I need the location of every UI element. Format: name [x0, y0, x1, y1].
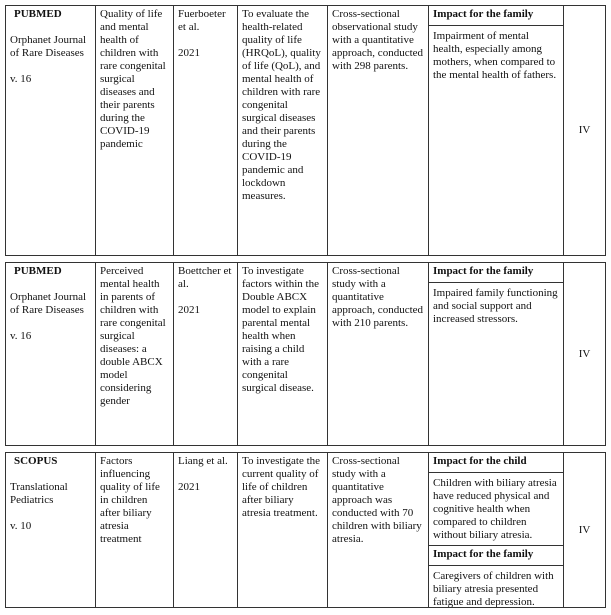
study-row-3: [5, 452, 606, 608]
title-cell: [96, 453, 174, 607]
impact-text: Children with biliary atresia have reduced physical and cognitive health when compared to children without biliary atresia.: [429, 473, 563, 546]
database-name: SCOPUS: [14, 455, 58, 467]
source-cell: [6, 263, 96, 445]
study-title: Perceived mental health in parents of children with rare congenital surgical diseases: a double ABCX model considering gender: [100, 265, 166, 407]
source-cell: [6, 453, 96, 607]
method-cell: [328, 6, 429, 255]
evidence-level: IV: [578, 347, 591, 360]
study-title: Factors influencing quality of life in children after biliary atresia treatment: [100, 455, 160, 545]
method-cell: [328, 453, 429, 607]
study-method: Cross-sectional observational study with a quantitative approach, conducted with 298 parents.: [332, 8, 424, 72]
impact-cell: [429, 6, 564, 255]
impact-heading: Impact for the child: [429, 453, 563, 473]
study-year: 2021: [178, 481, 200, 493]
evidence-level-cell: [564, 453, 605, 607]
impact-text: Impaired family functioning and social support and increased stressors.: [433, 287, 558, 325]
study-method: Cross-sectional study with a quantitative approach, conducted with 210 parents.: [332, 265, 424, 329]
evidence-level-cell: [564, 263, 605, 445]
objective-cell: [238, 263, 328, 445]
study-authors: Fuerboeter et al.: [178, 8, 226, 33]
journal-name: Orphanet Journal of Rare Diseases: [10, 291, 87, 316]
impact-text: Caregivers of children with biliary atresia presented fatigue and depression.: [433, 570, 554, 607]
study-authors: Boettcher et al.: [178, 265, 232, 290]
study-authors: Liang et al.: [178, 455, 228, 467]
study-method: Cross-sectional study with a quantitative approach was conducted with 70 children with biliary atresia.: [332, 455, 422, 545]
study-year: 2021: [178, 47, 200, 59]
evidence-level: IV: [578, 523, 591, 536]
title-cell: [96, 6, 174, 255]
study-row-1: [5, 5, 606, 256]
authors-cell: [174, 453, 238, 607]
study-objective: To investigate the current quality of life of children after biliary atresia treatment.: [242, 455, 321, 519]
objective-cell: [238, 453, 328, 607]
method-cell: [328, 263, 429, 445]
authors-cell: [174, 6, 238, 255]
database-name: PUBMED: [14, 8, 62, 20]
journal-name: Orphanet Journal of Rare Diseases: [10, 34, 87, 59]
study-title: Quality of life and mental health of children with rare congenital surgical diseases and their parents during the COVID-19 pandemic: [100, 8, 166, 150]
impact-cell: [429, 263, 564, 445]
impact-text: Impairment of mental health, especially among mothers, when compared to the mental health of fathers.: [433, 30, 557, 81]
authors-cell: [174, 263, 238, 445]
impact-heading: Impact for the family: [429, 546, 563, 566]
journal-volume: v. 16: [10, 330, 32, 342]
database-name: PUBMED: [14, 265, 62, 277]
journal-volume: v. 16: [10, 73, 32, 85]
journal-volume: v. 10: [10, 520, 32, 532]
impact-heading: Impact for the family: [429, 263, 563, 283]
study-row-2: [5, 262, 606, 446]
evidence-level-cell: [564, 6, 605, 255]
study-year: 2021: [178, 304, 200, 316]
journal-name: Translational Pediatrics: [10, 481, 68, 506]
objective-cell: [238, 6, 328, 255]
study-objective: To investigate factors within the Double ABCX model to explain parental mental health when raising a child with a rare congenital surgical disease.: [242, 265, 319, 394]
title-cell: [96, 263, 174, 445]
impact-cell: [429, 453, 564, 607]
evidence-level: IV: [578, 124, 591, 136]
source-cell: [6, 6, 96, 255]
study-objective: To evaluate the health-related quality of life (HRQoL), quality of life (QoL), and mental health of children with rare congenital surgical diseases and their parents during the COVID-19 pandemic and lockdown measures.: [242, 8, 321, 202]
impact-heading: Impact for the family: [429, 6, 563, 26]
